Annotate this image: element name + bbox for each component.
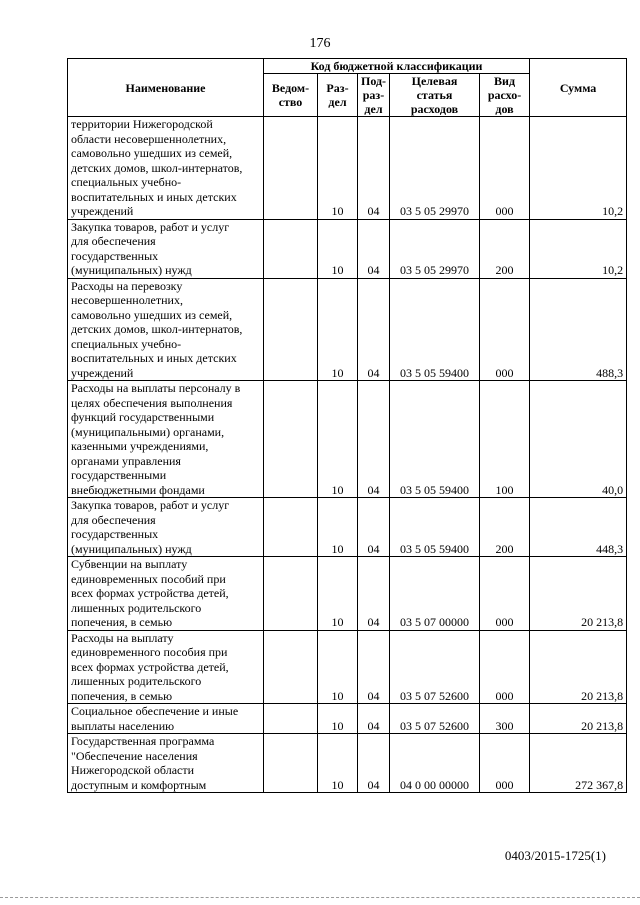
row-dept <box>264 734 318 793</box>
row-target: 03 5 05 59400 <box>390 278 480 381</box>
header-name: Наименование <box>68 59 264 117</box>
row-section: 10 <box>318 278 358 381</box>
page-number: 176 <box>309 36 331 51</box>
row-section: 10 <box>318 219 358 278</box>
table-row <box>68 734 627 793</box>
row-subsection: 04 <box>358 630 390 704</box>
row-section: 10 <box>318 630 358 704</box>
bottom-rule <box>0 897 640 899</box>
header-classification-group: Код бюджетной классификации <box>264 59 530 74</box>
row-subsection: 04 <box>358 498 390 557</box>
table-row <box>68 557 627 631</box>
row-target: 03 5 05 29970 <box>390 117 480 220</box>
row-target: 03 5 05 29970 <box>390 219 480 278</box>
row-target: 03 5 07 52600 <box>390 704 480 734</box>
row-target: 03 5 07 52600 <box>390 630 480 704</box>
row-target: 04 0 00 00000 <box>390 734 480 793</box>
row-dept <box>264 278 318 381</box>
row-expense-type: 000 <box>480 734 530 793</box>
row-section: 10 <box>318 704 358 734</box>
row-dept <box>264 557 318 631</box>
row-dept <box>264 381 318 498</box>
header-section: Раз- дел <box>318 74 358 117</box>
row-subsection: 04 <box>358 557 390 631</box>
row-subsection: 04 <box>358 117 390 220</box>
header-sum: Сумма <box>530 59 627 117</box>
row-dept <box>264 117 318 220</box>
row-section: 10 <box>318 734 358 793</box>
row-target: 03 5 05 59400 <box>390 381 480 498</box>
row-subsection: 04 <box>358 734 390 793</box>
row-sum: 40,0 <box>530 381 627 498</box>
row-expense-type: 200 <box>480 498 530 557</box>
row-expense-type: 100 <box>480 381 530 498</box>
row-name: территории Нижегородской области несовершеннолетних, самовольно ушедших из семей, детских домов, школ-интернатов, специальных учебно- воспитательных и иных детских учреждений <box>68 117 264 220</box>
row-expense-type: 300 <box>480 704 530 734</box>
row-sum: 272 367,8 <box>530 734 627 793</box>
row-expense-type: 000 <box>480 630 530 704</box>
header-subsection: Под- раз- дел <box>358 74 390 117</box>
row-target: 03 5 07 00000 <box>390 557 480 631</box>
header-target: Целевая статья расходов <box>390 74 480 117</box>
row-sum: 20 213,8 <box>530 704 627 734</box>
row-sum: 10,2 <box>530 117 627 220</box>
row-sum: 488,3 <box>530 278 627 381</box>
row-subsection: 04 <box>358 278 390 381</box>
row-target: 03 5 05 59400 <box>390 498 480 557</box>
table-row <box>68 498 627 557</box>
row-subsection: 04 <box>358 219 390 278</box>
row-name: Расходы на выплаты персоналу в целях обеспечения выполнения функций государственными (муниципальными) органами, казенными учреждениями, органами управления государственными внебюджетными фондами <box>68 381 264 498</box>
row-subsection: 04 <box>358 704 390 734</box>
row-section: 10 <box>318 498 358 557</box>
document-code: 0403/2015-1725(1) <box>504 848 606 863</box>
row-dept <box>264 498 318 557</box>
row-sum: 10,2 <box>530 219 627 278</box>
row-section: 10 <box>318 381 358 498</box>
row-dept <box>264 219 318 278</box>
row-dept <box>264 704 318 734</box>
row-name: Субвенции на выплату единовременных пособий при всех формах устройства детей, лишенных родительского попечения, в семью <box>68 557 264 631</box>
row-name: Социальное обеспечение и иные выплаты населению <box>68 704 264 734</box>
row-name: Государственная программа "Обеспечение населения Нижегородской области доступным и комфортным <box>68 734 264 793</box>
row-sum: 448,3 <box>530 498 627 557</box>
budget-table <box>67 58 627 793</box>
row-expense-type: 000 <box>480 117 530 220</box>
table-body <box>68 117 627 793</box>
table-row <box>68 278 627 381</box>
table-row <box>68 219 627 278</box>
row-expense-type: 000 <box>480 278 530 381</box>
row-sum: 20 213,8 <box>530 630 627 704</box>
header-expense-type: Вид расхо- дов <box>480 74 530 117</box>
row-name: Расходы на выплату единовременного пособия при всех формах устройства детей, лишенных родительского попечения, в семью <box>68 630 264 704</box>
table-row <box>68 117 627 220</box>
row-section: 10 <box>318 557 358 631</box>
row-expense-type: 000 <box>480 557 530 631</box>
row-name: Расходы на перевозку несовершеннолетних, самовольно ушедших из семей, детских домов, школ-интернатов, специальных учебно- воспитательных и иных детских учреждений <box>68 278 264 381</box>
row-name: Закупка товаров, работ и услуг для обеспечения государственных (муниципальных) нужд <box>68 219 264 278</box>
table-row <box>68 630 627 704</box>
row-dept <box>264 630 318 704</box>
table-row <box>68 381 627 498</box>
row-sum: 20 213,8 <box>530 557 627 631</box>
row-subsection: 04 <box>358 381 390 498</box>
row-expense-type: 200 <box>480 219 530 278</box>
table-row <box>68 704 627 734</box>
row-name: Закупка товаров, работ и услуг для обеспечения государственных (муниципальных) нужд <box>68 498 264 557</box>
header-dept: Ведом- ство <box>264 74 318 117</box>
row-section: 10 <box>318 117 358 220</box>
